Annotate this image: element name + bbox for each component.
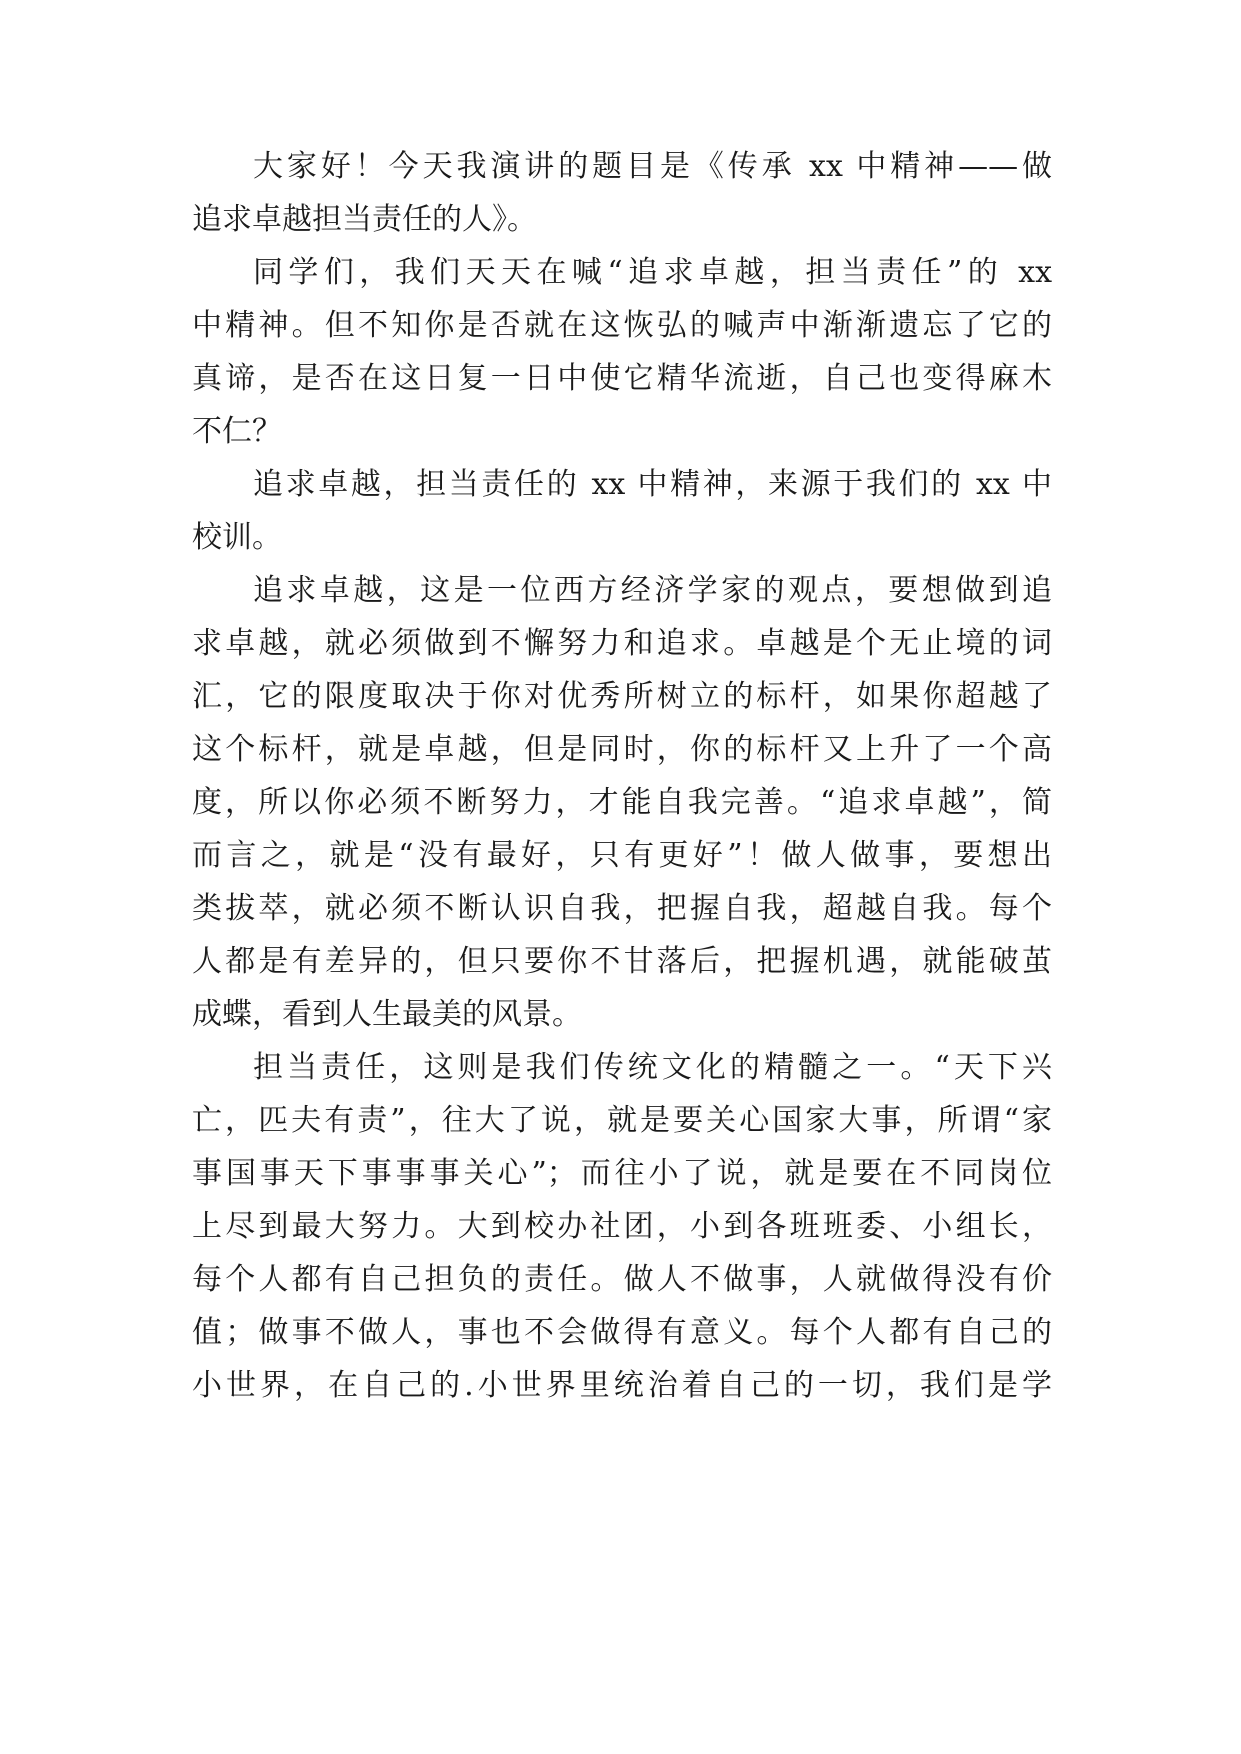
text-line: 类拔萃，就必须不断认识自我，把握自我，超越自我。每个 [192, 891, 1052, 926]
text-line: 中精神。但不知你是否就在这恢弘的喊声中渐渐遗忘了它的 [192, 308, 1052, 343]
text-line: 不仁？ [192, 414, 282, 449]
text-line: 这个标杆，就是卓越，但是同时，你的标杆又上升了一个高 [192, 732, 1052, 767]
text-line: 人都是有差异的，但只要你不甘落后，把握机遇，就能破茧 [192, 944, 1052, 979]
text-line: 上尽到最大努力。大到校办社团，小到各班班委、小组长， [192, 1209, 1052, 1244]
text-line: 追求卓越担当责任的人》。 [192, 202, 537, 237]
text-line: 事国事天下事事事关心”；而往小了说，就是要在不同岗位 [192, 1156, 1052, 1191]
text-line: 校训。 [192, 520, 282, 555]
text-line: 担当责任，这则是我们传统文化的精髓之一。“天下兴 [253, 1050, 1052, 1085]
text-line: 每个人都有自己担负的责任。做人不做事，人就做得没有价 [192, 1262, 1052, 1297]
text-line: 成蝶，看到人生最美的风景。 [192, 997, 582, 1032]
text-line: 大家好！今天我演讲的题目是《传承 xx 中精神——做 [253, 149, 1052, 184]
text-line: 度，所以你必须不断努力，才能自我完善。“追求卓越”，简 [192, 785, 1052, 820]
text-line: 汇，它的限度取决于你对优秀所树立的标杆，如果你超越了 [192, 679, 1052, 714]
text-line: 真谛，是否在这日复一日中使它精华流逝，自己也变得麻木 [192, 361, 1052, 396]
text-line: 而言之，就是“没有最好，只有更好”！做人做事，要想出 [192, 838, 1052, 873]
text-line: 同学们，我们天天在喊“追求卓越，担当责任”的 xx [253, 255, 1052, 290]
text-line: 追求卓越，这是一位西方经济学家的观点，要想做到追 [253, 573, 1052, 608]
text-line: 值；做事不做人，事也不会做得有意义。每个人都有自己的 [192, 1315, 1052, 1350]
text-line: 亡，匹夫有责”，往大了说，就是要关心国家大事，所谓“家 [192, 1103, 1052, 1138]
text-line: 小世界，在自己的.小世界里统治着自己的一切，我们是学 [192, 1368, 1052, 1403]
text-line: 追求卓越，担当责任的 xx 中精神，来源于我们的 xx 中 [253, 467, 1052, 502]
text-line: 求卓越，就必须做到不懈努力和追求。卓越是个无止境的词 [192, 626, 1052, 661]
